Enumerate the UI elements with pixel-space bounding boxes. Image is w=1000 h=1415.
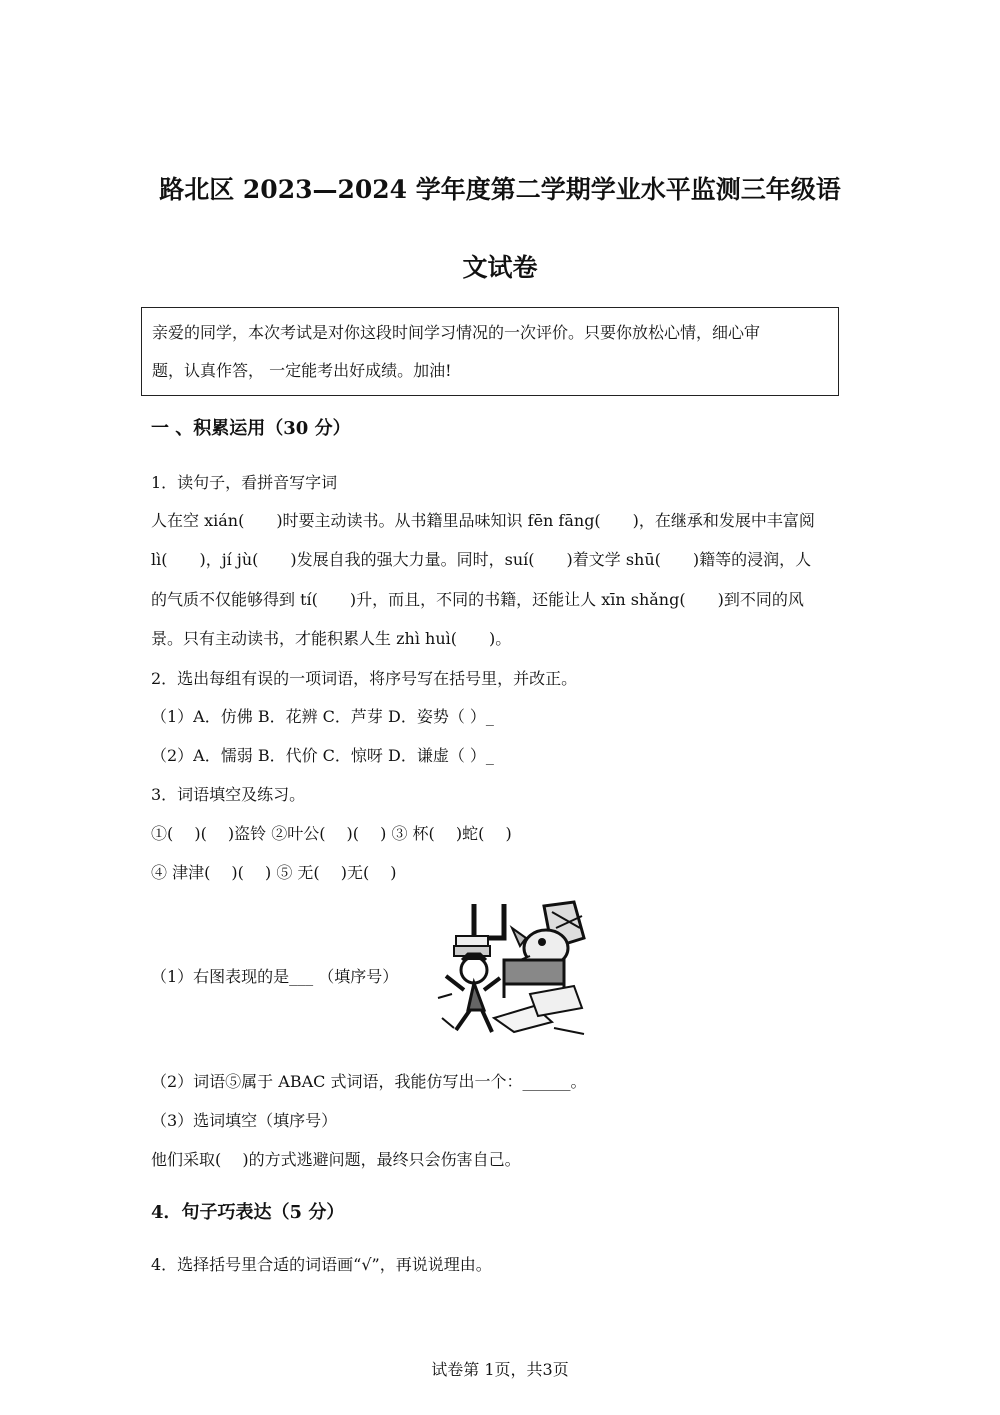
q1-passage-line-2: lì( )，jí jù( )发展自我的强大力量。同时，suí( )着文学 shū( )籍等的浸润，人 bbox=[151, 550, 812, 569]
q3-sentence: 他们采取( )的方式逃避问题，最终只会伤害自己。 bbox=[151, 1150, 521, 1169]
q4-prompt: 4．选择括号里合适的词语画“√”，再说说理由。 bbox=[151, 1255, 492, 1274]
q2-prompt: 2．选出每组有误的一项词语，将序号写在括号里，并改正。 bbox=[151, 669, 578, 688]
q3-sub-2: （2）词语⑤属于 ABAC 式词语，我能仿写出一个：______。 bbox=[151, 1072, 587, 1091]
q2-item-1: （1）A．仿佛 B．花辨 C．芦芽 D．姿势（ ）_ bbox=[151, 707, 494, 726]
q3-idiom-row-1: ①( )( )盗铃 ②叶公( )( ) ③ 杯( )蛇( ) bbox=[151, 824, 512, 843]
section-heading-accumulation: 一 、积累运用（30 分） bbox=[151, 418, 351, 439]
q3-sub-3: （3）选词填空（填序号） bbox=[151, 1111, 338, 1130]
q1-prompt: 1．读句子，看拼音写字词 bbox=[151, 473, 338, 492]
notice-line-1: 亲爱的同学，本次考试是对你这段时间学习情况的一次评价。只要你放松心情，细心审 bbox=[152, 323, 761, 342]
cartoon-illustration bbox=[434, 898, 590, 1042]
q1-passage-line-1: 人在空 xián( )时要主动读书。从书籍里品味知识 fēn fāng( )，在继承和发展中丰富阅 bbox=[151, 511, 815, 530]
notice-box bbox=[141, 307, 839, 396]
q3-prompt: 3．词语填空及练习。 bbox=[151, 785, 306, 804]
q1-passage-line-3: 的气质不仅能够得到 tí( )升，而且，不同的书籍，还能让人 xīn shǎng( )到不同的风 bbox=[151, 590, 804, 609]
q3-sub-1: （1）右图表现的是___ （填序号） bbox=[151, 967, 399, 986]
q2-item-2: （2）A．懦弱 B．代价 C．惊呀 D．谦虚（ ）_ bbox=[151, 746, 494, 765]
exam-title-line2: 文试卷 bbox=[462, 253, 538, 282]
exam-title-line1: 路北区 2023—2024 学年度第二学期学业水平监测三年级语 bbox=[159, 175, 841, 204]
page-footer: 试卷第 1页，共3页 bbox=[431, 1360, 569, 1379]
q3-idiom-row-2: ④ 津津( )( ) ⑤ 无( )无( ) bbox=[151, 863, 397, 882]
section-heading-sentences: 4．句子巧表达（5 分） bbox=[151, 1202, 345, 1223]
q1-passage-line-4: 景。只有主动读书，才能积累人生 zhì huì( )。 bbox=[151, 629, 512, 648]
notice-line-2: 题，认真作答， 一定能考出好成绩。加油! bbox=[152, 361, 452, 380]
